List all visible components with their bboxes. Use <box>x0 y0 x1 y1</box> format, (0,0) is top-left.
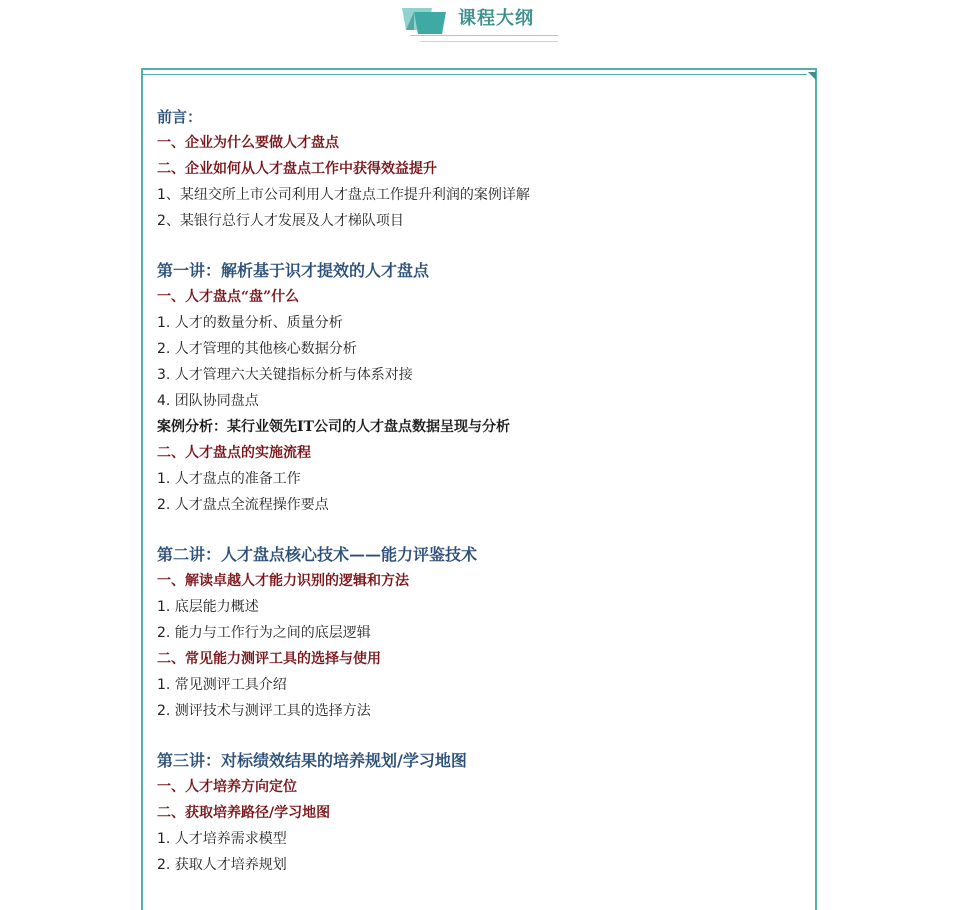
outline-case-line: 案例分析：某行业领先IT公司的人才盘点数据呈现与分析 <box>157 419 510 435</box>
outline-sub-line: 一、人才培养方向定位 <box>157 779 297 795</box>
outline-section-line: 第三讲：对标绩效结果的培养规划/学习地图 <box>157 751 467 770</box>
outline-item-line: 2. 获取人才培养规划 <box>157 857 287 873</box>
header-title: 课程大纲 <box>458 8 534 29</box>
outline-item-line: 3. 人才管理六大关键指标分析与体系对接 <box>157 367 413 383</box>
outline-sub-line: 一、解读卓越人才能力识别的逻辑和方法 <box>157 573 409 589</box>
outline-item-line: 2. 测评技术与测评工具的选择方法 <box>157 703 371 719</box>
outline-content <box>157 104 797 878</box>
outline-item-line: 1. 底层能力概述 <box>157 599 259 615</box>
outline-sub-line: 一、企业为什么要做人才盘点 <box>157 135 339 151</box>
header-underline <box>410 35 558 36</box>
outline-section-line: 第二讲：人才盘点核心技术——能力评鉴技术 <box>157 545 478 564</box>
outline-item-line: 4. 团队协同盘点 <box>157 393 259 409</box>
outline-sub-line: 二、企业如何从人才盘点工作中获得效益提升 <box>157 161 437 177</box>
outline-section-line: 第一讲：解析基于识才提效的人才盘点 <box>157 261 430 280</box>
folded-ribbon-icon <box>402 6 448 34</box>
outline-section-line: 前言： <box>157 108 203 126</box>
outline-item-line: 1. 常见测评工具介绍 <box>157 677 287 693</box>
frame-top-rule <box>143 74 807 75</box>
outline-item-line: 1、某纽交所上市公司利用人才盘点工作提升利润的案例详解 <box>157 187 530 203</box>
outline-sub-line: 一、人才盘点“盘”什么 <box>157 289 300 305</box>
outline-item-line: 1. 人才的数量分析、质量分析 <box>157 315 343 331</box>
outline-item-line: 2. 人才盘点全流程操作要点 <box>157 497 329 513</box>
outline-item-line: 1. 人才培养需求模型 <box>157 831 287 847</box>
outline-item-line: 2. 能力与工作行为之间的底层逻辑 <box>157 625 371 641</box>
outline-item-line: 2. 人才管理的其他核心数据分析 <box>157 341 357 357</box>
outline-item-line: 2、某银行总行人才发展及人才梯队项目 <box>157 213 404 229</box>
frame-corner-mark <box>808 72 816 80</box>
outline-sub-line: 二、常见能力测评工具的选择与使用 <box>157 651 381 667</box>
outline-item-line: 1. 人才盘点的准备工作 <box>157 471 301 487</box>
outline-sub-line: 二、人才盘点的实施流程 <box>157 445 311 461</box>
outline-header <box>0 0 957 50</box>
outline-sub-line: 二、获取培养路径/学习地图 <box>157 805 331 821</box>
header-underline-secondary <box>420 41 558 42</box>
